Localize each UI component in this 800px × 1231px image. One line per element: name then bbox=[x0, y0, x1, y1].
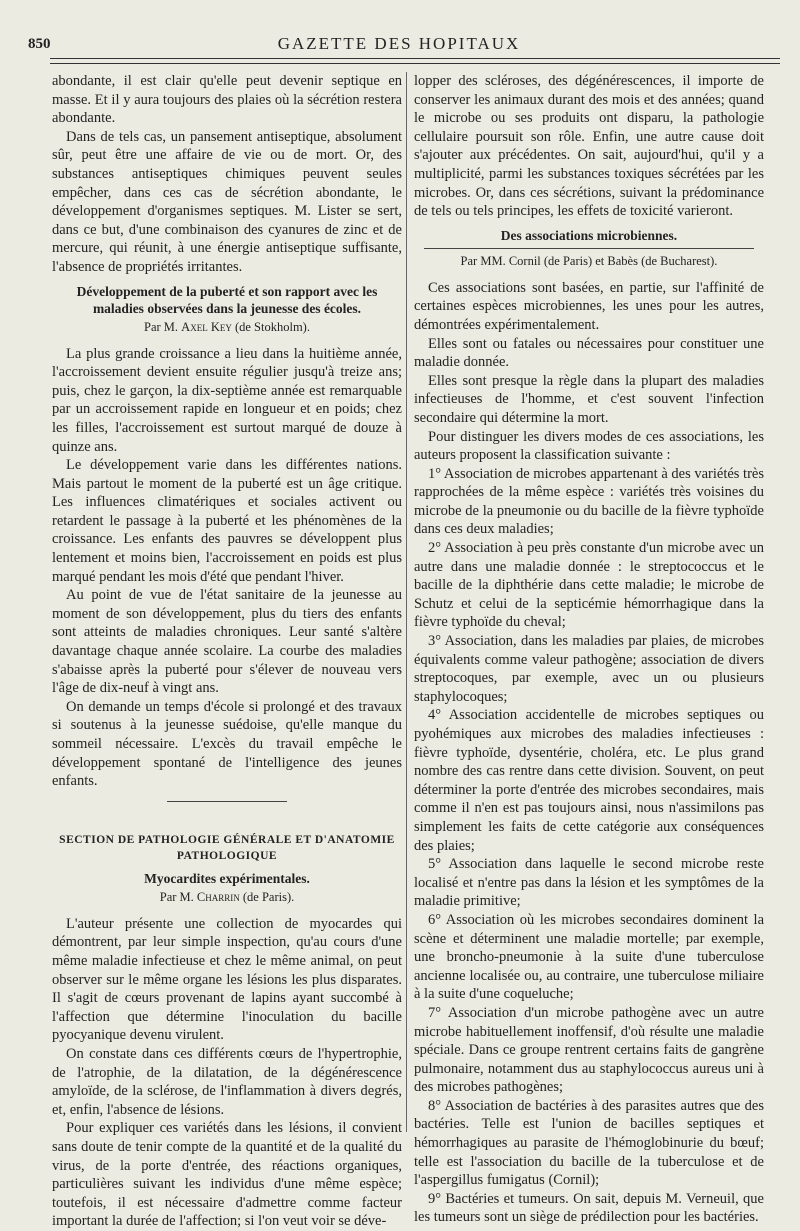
list-item: 6° Association où les microbes secondaires dominent la scène et déterminent une maladie mortelle; par exemple, une broncho-pneumonie à la suite d'une tuberculose ancienne localisée ou, au contraire, une tuberculose miliaire à la suite d'une coqueluche; bbox=[414, 911, 764, 1003]
paragraph: On constate dans ces différents cœurs de l'hypertrophie, de l'atrophie, de la dilatation, de la dégénérescence amyloïde, de la sclérose, de l'inflammation à divers degrés, et, enfin, l'absence de lésions. bbox=[52, 1045, 402, 1118]
section-divider bbox=[167, 801, 287, 802]
author-place: (de Paris). bbox=[242, 889, 295, 904]
article-title: Myocardites expérimentales. bbox=[144, 870, 310, 886]
article-author bbox=[52, 889, 402, 905]
list-item: 7° Association d'un microbe pathogène avec un autre microbe habituellement inoffensif, d'où résulte une maladie spéciale. Dans ce groupe rentrent certains faits de gangrène pulmonaire, notamment dus au staphylococcus aureus uni à des microbes pathogènes; bbox=[414, 1004, 764, 1096]
paragraph: Elles sont presque la règle dans la plupart des maladies infectieuses de l'homme, et c'est souvent l'infection secondaire qui détermine la mort. bbox=[414, 372, 764, 426]
paragraph: Dans de tels cas, un pansement antiseptique, absolument sûr, peut être une affaire de vie ou de mort. Or, des substances antiseptiques chimiques peuvent seules empêcher, dans ces cas de sécrétion abondante, le développement d'organismes septiques. M. Lister se sert, dans ce but, d'une combinaison des cyanures de zinc et de mercure, qui réunit, à une énergie antiseptique suffisante, l'absence de propriétés irritantes. bbox=[52, 128, 402, 275]
paragraph: Au point de vue de l'état sanitaire de la jeunesse au moment de son développement, plus du tiers des enfants sont atteints de maladies chroniques. Leur santé s'altère davantage chaque année scolaire. La courbe des maladies s'abaisse après la puberté pour s'élever de nouveau vers l'âge de dix-neuf à vingt ans. bbox=[52, 587, 402, 697]
paragraph: On demande un temps d'école si prolongé et des travaux si soutenus à la jeunesse suédoise, qu'elle manque du sommeil nécessaire. L'excès du travail empêche le développement spontané de l'intelligence des jeunes enfants. bbox=[52, 698, 402, 790]
list-item: 9° Bactéries et tumeurs. On sait, depuis M. Verneuil, que les tumeurs sont un siège de prédilection pour les bactéries. bbox=[414, 1190, 764, 1226]
list-item: 4° Association accidentelle de microbes septiques ou pyohémiques aux microbes des maladies infectieuses : fièvre typhoïde, dysentérie, choléra, etc. Le plus grand nombre des cas rentre dans cette division. Souvent, on peut déterminer la porte d'entrée des microbes secondaires, mais comme il n'en est pas toujours ainsi, nous n'assimilons pas simplement les faits de cette catégorie aux conséquences des plaies; bbox=[414, 707, 764, 854]
paragraph: La plus grande croissance a lieu dans la huitième année, l'accroissement devient ensuite régulier jusqu'à treize ans; puis, chez le garçon, la dix-septième année est remarquable par un accroissement rapide en longueur et en poids; chez les filles, l'accroissement est surtout marqué de douze à quinze ans. bbox=[52, 345, 402, 455]
page-header bbox=[28, 30, 770, 60]
paragraph: L'auteur présente une collection de myocardes qui démontrent, par leur simple inspection, qu'au cours d'une même maladie infectieuse et chez le même animal, on peut observer sur le même organe les lésions les plus disparates. Il s'agit de cœurs provenant de lapins ayant succombé à l'affection que détermine l'inoculation du bacille pyocyanique devenu virulent. bbox=[52, 915, 402, 1044]
list-item: 8° Association de bactéries à des parasites autres que des bactéries. Telle est l'union de bacilles septiques et hémorrhagiques au parasite de l'hémoglobinurie du bœuf; telle est l'association du bacille de la tuberculose et de l'aspergillus fumigatus (Cornil); bbox=[414, 1097, 764, 1189]
right-column bbox=[414, 72, 764, 1227]
header-rule bbox=[50, 58, 780, 59]
left-column bbox=[52, 72, 402, 1231]
paragraph: lopper des scléroses, des dégénérescences, il importe de conserver les animaux durant des mois et des années; quand le microbe ou ses produits ont disparu, la pathologie cellulaire poursuit son rôle. Enfin, une autre cause doit s'ajouter aux précédentes. On sait, aujourd'hui, qu'il y a multiplicité, parmi les substances toxiques sécrétées par les microbes. Or, dans ces sécrétions, suivant la prédominance de tels ou tels principes, les effets de toxicité varieront. bbox=[414, 73, 764, 220]
author-name: Charrin bbox=[196, 889, 240, 904]
journal-title: GAZETTE DES HOPITAUX bbox=[277, 34, 521, 53]
list-item: 3° Association, dans les maladies par plaies, de microbes équivalents comme valeur pathogène; association de divers streptocoques, par exemple, avec un ou plusieurs staphylocoques; bbox=[414, 633, 764, 705]
author-place: (de Stokholm). bbox=[234, 319, 310, 334]
article-author bbox=[52, 319, 402, 335]
title-rule bbox=[424, 248, 754, 249]
author-prefix: Par M. bbox=[159, 889, 194, 904]
article-title: Des associations microbiennes. bbox=[500, 227, 678, 243]
list-item: 2° Association à peu près constante d'un microbe avec un autre dans une maladie donnée : le streptococcus et le bacille de la diphthérie dans cette maladie; le microbe de Schutz et celui de la septicémie hémorrhagique dans la fièvre typhoïde du cheval; bbox=[414, 540, 764, 631]
author-name: Axel Key bbox=[181, 319, 232, 334]
paragraph: Le développement varie dans les différentes nations. Mais partout le moment de la puberté est un âge critique. Les influences climatériques et sociales activent ou retardent le passage à la puberté et les phénomènes de la croissance. Les enfants des pauvres se développent plus lentement et moins bien, l'accroissement en poids est plus marqué pendant les mois d'été que pendant l'hiver. bbox=[52, 457, 402, 585]
section-title: SECTION DE PATHOLOGIE GÉNÉRALE ET D'ANATOMIE PATHOLOGIQUE bbox=[59, 833, 395, 862]
article-author: Par MM. Cornil (de Paris) et Babès (de Bucharest). bbox=[460, 253, 718, 268]
column-divider bbox=[406, 72, 407, 1132]
list-item: 1° Association de microbes appartenant à des variétés très rapprochées de la même espèce : variétés très voisines du microbe de la pneumonie ou du bacille de la fièvre typhoïde dans ces deux maladies; bbox=[414, 465, 764, 538]
article-title: Développement de la puberté et son rapport avec les maladies observées dans la jeunesse des écoles. bbox=[76, 283, 378, 316]
paragraph: Elles sont ou fatales ou nécessaires pour constituer une maladie donnée. bbox=[414, 335, 764, 371]
header-rule-thin bbox=[50, 63, 780, 64]
page-number: 850 bbox=[28, 36, 51, 52]
paragraph: Pour distinguer les divers modes de ces associations, les auteurs proposent la classification suivante : bbox=[414, 428, 764, 464]
author-prefix: Par M. bbox=[144, 319, 179, 334]
paragraph: Pour expliquer ces variétés dans les lésions, il convient sans doute de tenir compte de la quantité et de la qualité du virus, de la porte d'entrée, des réactions organiques, particulières suivant les individus d'une même espèce; toutefois, il est nécessaire d'admettre comme facteur important la durée de l'affection; si l'on veut voir se déve- bbox=[52, 1120, 402, 1230]
list-item: 5° Association dans laquelle le second microbe reste localisé et n'entre pas dans la lésion et les symptômes de la maladie primitive; bbox=[414, 856, 764, 910]
paragraph: abondante, il est clair qu'elle peut devenir septique en masse. Et il y aura toujours des plaies où la sécrétion restera abondante. bbox=[52, 73, 402, 127]
paragraph: Ces associations sont basées, en partie, sur l'affinité de certaines espèces microbiennes, les unes pour les autres, démontrées expérimentalement. bbox=[414, 279, 764, 333]
